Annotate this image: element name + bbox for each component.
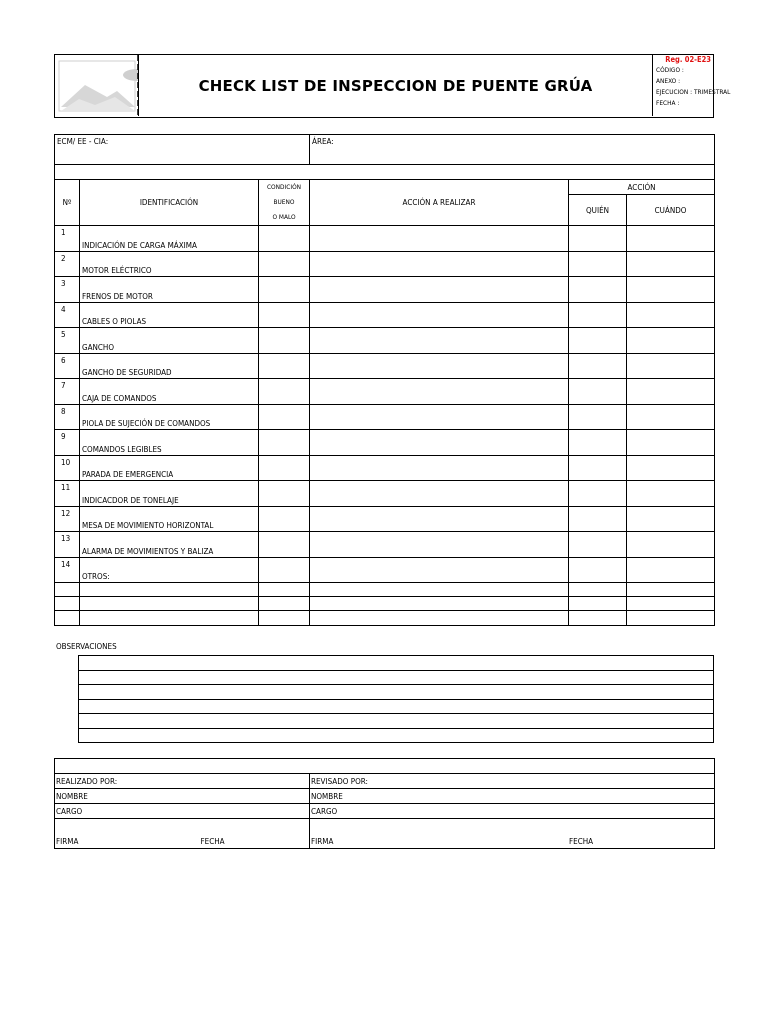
table-row <box>55 353 715 379</box>
item-rows <box>55 226 715 583</box>
firma-field-right[interactable] <box>310 819 715 849</box>
meta-anexo: ANEXO : <box>656 77 681 85</box>
condicion-cell[interactable] <box>259 379 310 405</box>
blank-row <box>55 583 715 597</box>
item-number: 9 <box>55 430 80 456</box>
condicion-cell[interactable] <box>259 302 310 328</box>
col-num-header: Nº <box>55 180 80 226</box>
item-number: 11 <box>55 481 80 507</box>
quien-cell[interactable] <box>569 277 627 303</box>
table-row <box>55 302 715 328</box>
cargo-field-left[interactable]: CARGO <box>55 804 310 819</box>
obs-line <box>79 685 714 700</box>
logo-placeholder-icon <box>55 55 139 116</box>
accion-cell[interactable] <box>310 379 569 405</box>
item-label: FRENOS DE MOTOR <box>80 277 259 303</box>
cargo-field-right[interactable]: CARGO <box>310 804 715 819</box>
item-number: 14 <box>55 557 80 583</box>
table-row <box>55 557 715 583</box>
sign-realizado-row <box>55 774 715 789</box>
document-title: CHECK LIST DE INSPECCION DE PUENTE GRÚA <box>198 76 593 95</box>
accion-cell[interactable] <box>310 557 569 583</box>
table-row <box>55 481 715 507</box>
firma-label-right: FIRMA <box>311 837 334 846</box>
observaciones-label: OBSERVACIONES <box>56 642 117 651</box>
quien-cell[interactable] <box>569 353 627 379</box>
cuando-cell[interactable] <box>627 302 715 328</box>
firma-field-left[interactable] <box>55 819 310 849</box>
table-row <box>55 430 715 456</box>
cuando-cell[interactable] <box>627 481 715 507</box>
item-label: PARADA DE EMERGENCIA <box>80 455 259 481</box>
revisado-por-field[interactable]: REVISADO POR: <box>310 774 715 789</box>
condicion-cell[interactable] <box>259 506 310 532</box>
item-number: 5 <box>55 328 80 354</box>
observaciones-table <box>78 655 714 743</box>
meta-fecha: FECHA : <box>656 99 680 107</box>
item-label: INDICACDOR DE TONELAJE <box>80 481 259 507</box>
title-cell <box>139 55 653 116</box>
cuando-cell[interactable] <box>627 455 715 481</box>
condicion-cell[interactable] <box>259 328 310 354</box>
area-field[interactable]: ÁREA: <box>310 135 715 165</box>
col-cuando-header: CUÁNDO <box>627 195 715 226</box>
meta-box <box>653 55 731 116</box>
fecha-label-left: FECHA <box>200 837 225 846</box>
cuando-cell[interactable] <box>627 557 715 583</box>
condicion-line-3: O MALO <box>272 213 296 221</box>
sign-cargo-row <box>55 804 715 819</box>
accion-cell[interactable] <box>310 506 569 532</box>
quien-cell[interactable] <box>569 404 627 430</box>
table-row <box>55 251 715 277</box>
quien-cell[interactable] <box>569 481 627 507</box>
condicion-line-1: CONDICIÓN <box>266 183 302 191</box>
meta-codigo: CÓDIGO : <box>656 66 684 74</box>
realizado-por-field[interactable]: REALIZADO POR: <box>55 774 310 789</box>
table-row <box>55 532 715 558</box>
cuando-cell[interactable] <box>627 328 715 354</box>
condicion-cell[interactable] <box>259 251 310 277</box>
table-row <box>55 328 715 354</box>
cuando-cell[interactable] <box>627 404 715 430</box>
document-header <box>54 54 731 118</box>
item-label: MESA DE MOVIMIENTO HORIZONTAL <box>80 506 259 532</box>
obs-line <box>79 728 714 743</box>
quien-cell[interactable] <box>569 379 627 405</box>
accion-cell[interactable] <box>310 328 569 354</box>
condicion-cell[interactable] <box>259 455 310 481</box>
firma-label-left: FIRMA <box>56 837 79 846</box>
condicion-cell[interactable] <box>259 226 310 252</box>
item-number: 6 <box>55 353 80 379</box>
meta-ejecucion: EJECUCION : TRIMESTRAL <box>656 88 731 96</box>
quien-cell[interactable] <box>569 532 627 558</box>
accion-cell[interactable] <box>310 430 569 456</box>
quien-cell[interactable] <box>569 328 627 354</box>
condicion-cell[interactable] <box>259 557 310 583</box>
item-label: GANCHO DE SEGURIDAD <box>80 353 259 379</box>
item-number: 8 <box>55 404 80 430</box>
cuando-cell[interactable] <box>627 379 715 405</box>
quien-cell[interactable] <box>569 251 627 277</box>
column-header-row-1 <box>55 180 715 195</box>
logo <box>55 55 139 116</box>
col-condicion-header <box>259 180 310 226</box>
col-quien-header: QUIÉN <box>569 195 627 226</box>
obs-line <box>79 670 714 685</box>
table-row <box>55 277 715 303</box>
condicion-cell[interactable] <box>259 430 310 456</box>
nombre-field-right[interactable]: NOMBRE <box>310 789 715 804</box>
quien-cell[interactable] <box>569 455 627 481</box>
condicion-cell[interactable] <box>259 353 310 379</box>
cuando-cell[interactable] <box>627 532 715 558</box>
item-label: COMANDOS LEGIBLES <box>80 430 259 456</box>
quien-cell[interactable] <box>569 302 627 328</box>
blank-row <box>55 597 715 611</box>
obs-line <box>79 699 714 714</box>
accion-cell[interactable] <box>310 251 569 277</box>
cuando-cell[interactable] <box>627 226 715 252</box>
signature-table <box>54 758 715 849</box>
condicion-cell[interactable] <box>259 481 310 507</box>
col-accion-realizar-header: ACCIÓN A REALIZAR <box>310 180 569 226</box>
sign-nombre-row <box>55 789 715 804</box>
sign-firma-row <box>55 819 715 849</box>
spacer-row <box>55 165 715 180</box>
item-number: 12 <box>55 506 80 532</box>
accion-cell[interactable] <box>310 481 569 507</box>
cuando-cell[interactable] <box>627 430 715 456</box>
table-row <box>55 506 715 532</box>
col-identificacion-header: IDENTIFICACIÓN <box>80 180 259 226</box>
accion-cell[interactable] <box>310 277 569 303</box>
table-row <box>55 404 715 430</box>
item-label: PIOLA DE SUJECIÓN DE COMANDOS <box>80 404 259 430</box>
item-label: CAJA DE COMANDOS <box>80 379 259 405</box>
item-number: 7 <box>55 379 80 405</box>
item-number: 3 <box>55 277 80 303</box>
item-number: 1 <box>55 226 80 252</box>
quien-cell[interactable] <box>569 506 627 532</box>
reg-code: Reg. 02-E23 <box>665 55 711 64</box>
item-label: INDICACIÓN DE CARGA MÁXIMA <box>80 226 259 252</box>
sign-spacer-row <box>55 759 715 774</box>
table-row <box>55 455 715 481</box>
accion-cell[interactable] <box>310 302 569 328</box>
cuando-cell[interactable] <box>627 353 715 379</box>
cuando-cell[interactable] <box>627 251 715 277</box>
table-row <box>55 379 715 405</box>
condicion-line-2: BUENO <box>273 198 295 206</box>
obs-line <box>79 656 714 671</box>
col-accion-header: ACCIÓN <box>569 180 715 195</box>
item-number: 4 <box>55 302 80 328</box>
accion-cell[interactable] <box>310 226 569 252</box>
quien-cell[interactable] <box>569 226 627 252</box>
item-number: 10 <box>55 455 80 481</box>
quien-cell[interactable] <box>569 557 627 583</box>
quien-cell[interactable] <box>569 430 627 456</box>
accion-cell[interactable] <box>310 353 569 379</box>
accion-cell[interactable] <box>310 532 569 558</box>
obs-line <box>79 714 714 729</box>
ecm-field[interactable]: ECM/ EE - CIA: <box>55 135 310 165</box>
condicion-cell[interactable] <box>259 404 310 430</box>
fecha-label-right: FECHA <box>569 837 594 846</box>
table-row <box>55 226 715 252</box>
item-label: MOTOR ELÉCTRICO <box>80 251 259 277</box>
accion-cell[interactable] <box>310 455 569 481</box>
item-number: 13 <box>55 532 80 558</box>
item-label: CABLES O PIOLAS <box>80 302 259 328</box>
info-row <box>55 135 715 165</box>
checklist-table <box>54 134 715 626</box>
condicion-cell[interactable] <box>259 277 310 303</box>
cuando-cell[interactable] <box>627 506 715 532</box>
accion-cell[interactable] <box>310 404 569 430</box>
item-number: 2 <box>55 251 80 277</box>
condicion-cell[interactable] <box>259 532 310 558</box>
item-label: ALARMA DE MOVIMIENTOS Y BALIZA <box>80 532 259 558</box>
cuando-cell[interactable] <box>627 277 715 303</box>
item-label: GANCHO <box>80 328 259 354</box>
blank-row <box>55 611 715 626</box>
nombre-field-left[interactable]: NOMBRE <box>55 789 310 804</box>
item-label: OTROS: <box>80 557 259 583</box>
